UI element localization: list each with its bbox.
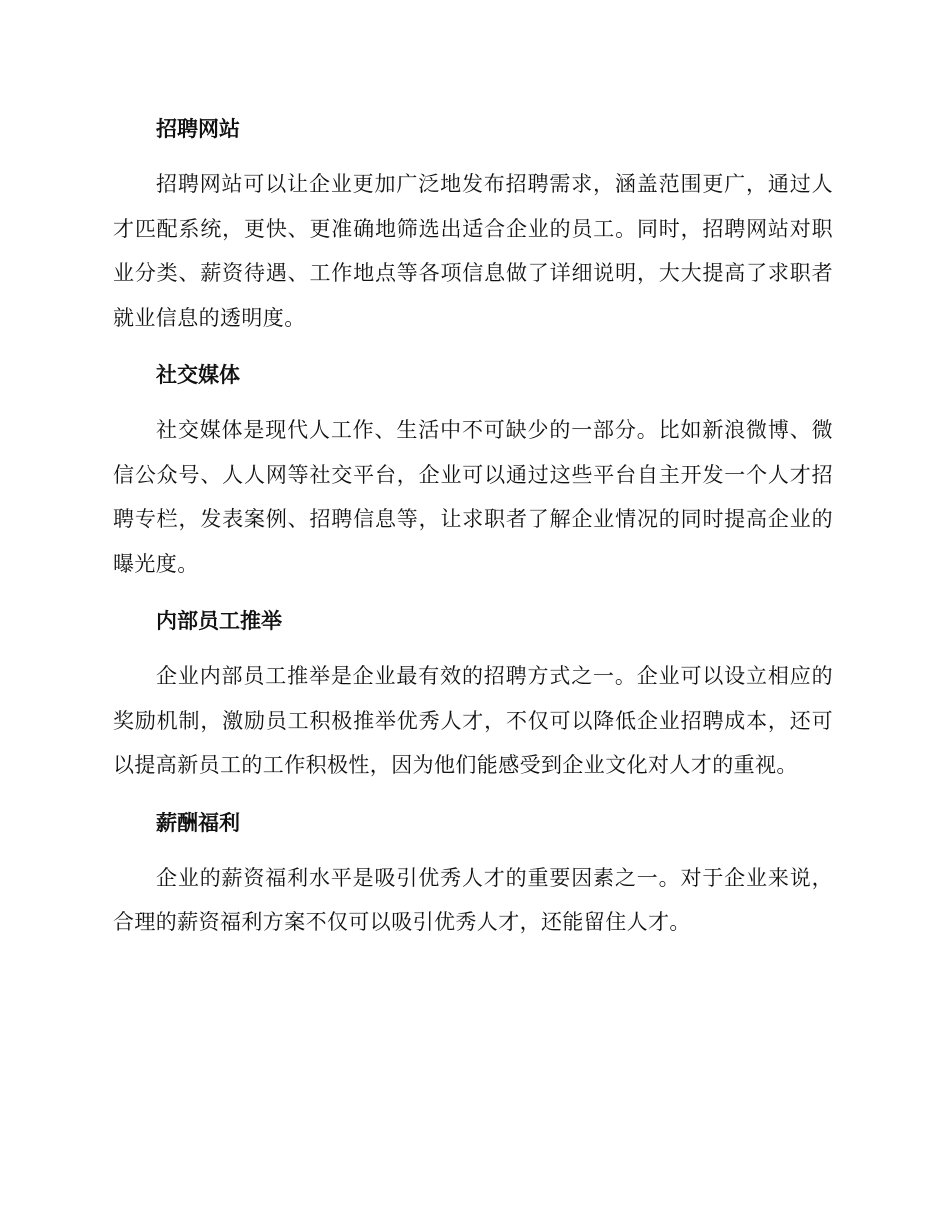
section-paragraph: 招聘网站可以让企业更加广泛地发布招聘需求，涵盖范围更广，通过人才匹配系统，更快、更准确地筛选出适合企业的员工。同时，招聘网站对职业分类、薪资待遇、工作地点等各项信息做了详细说明，大大提高了求职者就业信息的透明度。	[113, 172, 833, 330]
document-page	[113, 112, 833, 963]
section-paragraph: 企业的薪资福利水平是吸引优秀人才的重要因素之一。对于企业来说，合理的薪资福利方案不仅可以吸引优秀人才，还能留住人才。	[113, 865, 833, 934]
section-compensation-benefits	[113, 806, 833, 945]
section-heading: 薪酬福利	[156, 810, 240, 835]
section-social-media	[113, 358, 833, 586]
section-paragraph: 企业内部员工推举是企业最有效的招聘方式之一。企业可以设立相应的奖励机制，激励员工积极推举优秀人才，不仅可以降低企业招聘成本，还可以提高新员工的工作积极性，因为他们能感受到企业文化对人才的重视。	[113, 664, 833, 777]
section-employee-referral	[113, 604, 833, 788]
section-heading: 内部员工推举	[156, 609, 282, 633]
section-heading: 社交媒体	[156, 363, 240, 387]
section-paragraph: 社交媒体是现代人工作、生活中不可缺少的一部分。比如新浪微博、微信公众号、人人网等社交平台，企业可以通过这些平台自主开发一个人才招聘专栏，发表案例、招聘信息等，让求职者了解企业情况的同时提高企业的曝光度。	[113, 418, 833, 576]
section-recruitment-websites	[113, 112, 833, 340]
section-heading: 招聘网站	[156, 117, 240, 141]
